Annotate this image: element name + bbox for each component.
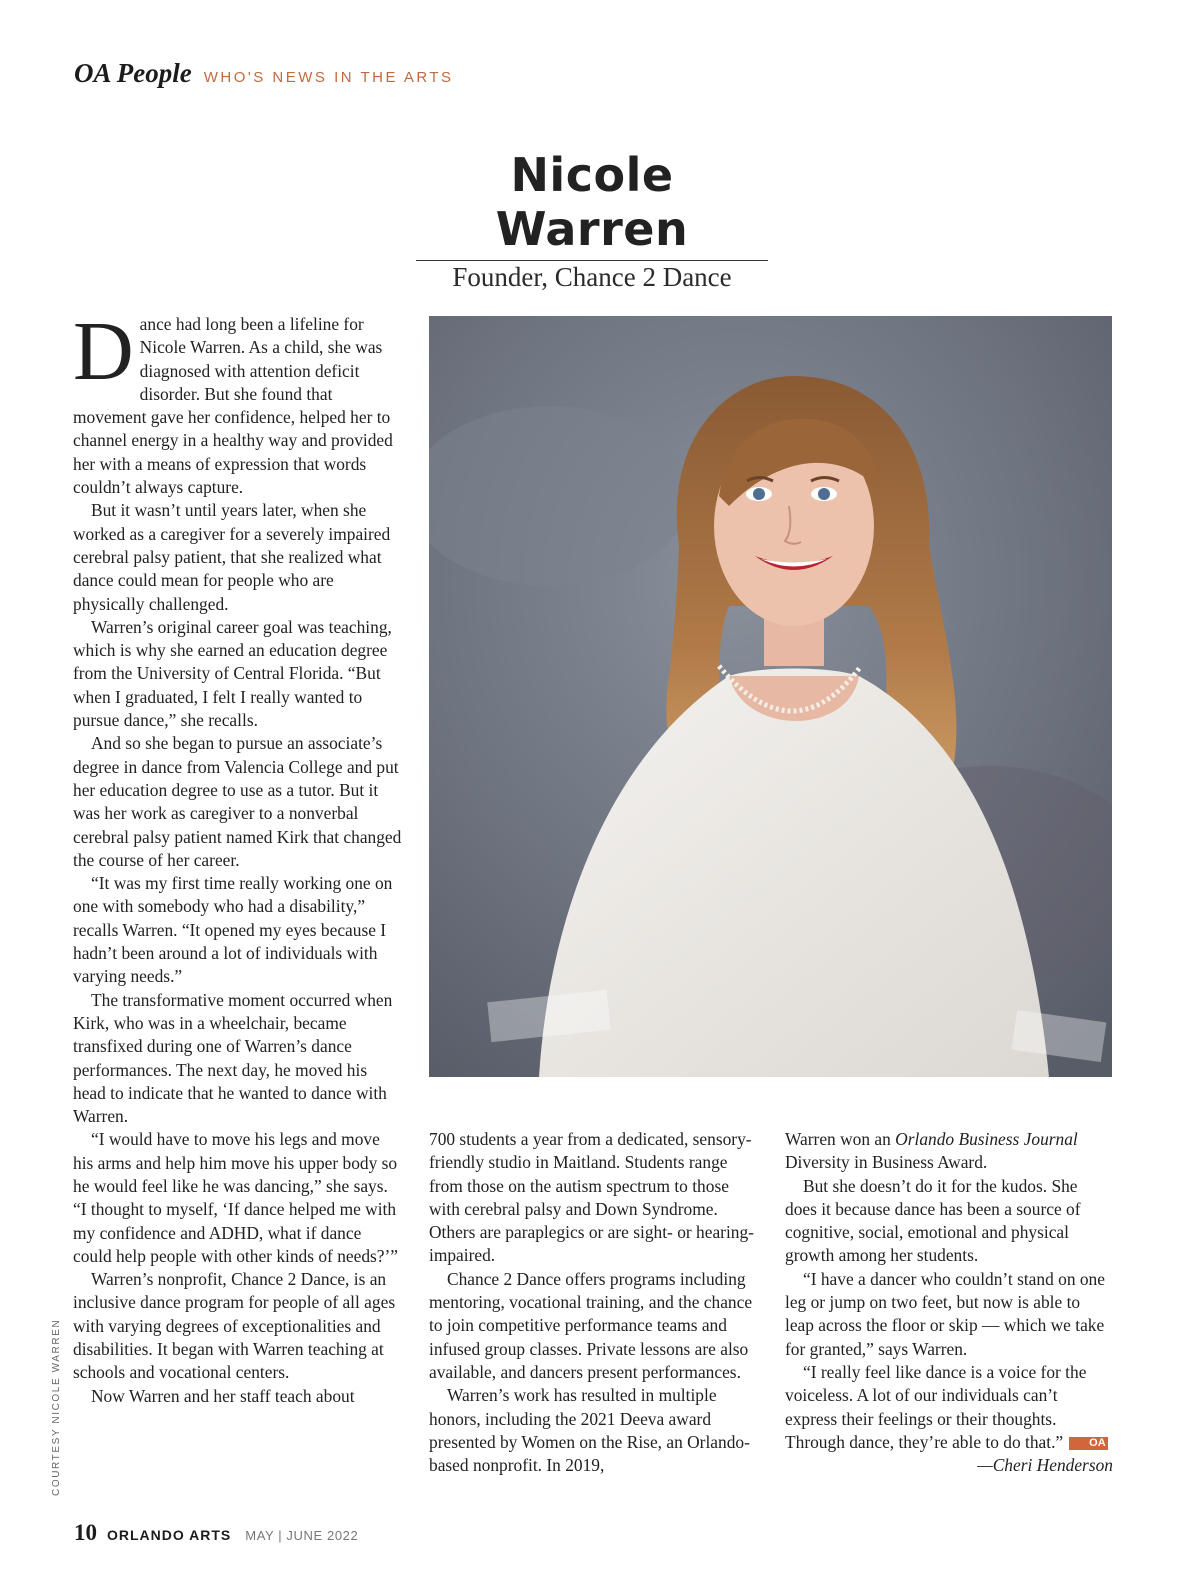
issue-date: MAY | JUNE 2022: [245, 1528, 359, 1543]
paragraph: The transformative moment occurred when Kirk, who was in a wheelchair, became transfixed during one of Warren’s dance performances. The next day, he moved his head to indicate that he wanted to dance with Warren.: [73, 989, 393, 1127]
paragraph: But it wasn’t until years later, when she worked as a caregiver for a severely impaired cerebral palsy patient, that she realized what dance could mean for people who are physically challenged.: [73, 500, 391, 614]
drop-cap: D: [73, 305, 134, 398]
article-column-3: [785, 1128, 1113, 1477]
paragraph: “It was my first time really working one on one with somebody who had a disability,” recalls Warren. “It opened my eyes because I hadn’t been around a lot of individuals with varying needs.”: [73, 873, 393, 987]
section-name: OA People: [74, 58, 192, 88]
paragraph: 700 students a year from a dedicated, sensory-friendly studio in Maitland. Students range from those on the autism spectrum to those with cerebral palsy and Down Syndrome. Others are paraplegics or are sight- or hearing-impaired.: [429, 1129, 754, 1266]
byline: —Cheri Henderson: [977, 1455, 1113, 1476]
paragraph: And so she began to pursue an associate’s degree in dance from Valencia College and put her education degree to use as a tutor. But it was her work as caregiver to a nonverbal cerebral palsy patient named Kirk that changed the course of her career.: [73, 733, 402, 870]
lead-paragraph: Dance had long been a lifeline for Nicole Warren. As a child, she was diagnosed with attention deficit disorder. But she found that movement gave her confidence, helped her to channel energy in a healthy way and provided her with a means of expression that words couldn’t always capture.: [73, 305, 393, 498]
paragraph: Chance 2 Dance offers programs including mentoring, vocational training, and the chance to join competitive performance teams and infused group classes. Private lessons are also available, and dancers present performances.: [429, 1268, 753, 1382]
page-number: 10: [74, 1520, 97, 1545]
paragraph: Now Warren and her staff teach about: [91, 1385, 355, 1406]
paragraph: Warren’s work has resulted in multiple honors, including the 2021 Deeva award presented by Women on the Rise, an Orlando-based nonprofit. In 2019,: [429, 1385, 750, 1476]
paragraph: Warren’s nonprofit, Chance 2 Dance, is an inclusive dance program for people of all ages with varying degrees of exceptionalities and disabilities. It began with Warren teaching at schools and vocational centers.: [73, 1269, 396, 1383]
article-column-2: [429, 1128, 759, 1477]
portrait-photo: [429, 316, 1112, 1077]
section-header: [74, 58, 454, 89]
paragraph: But she doesn’t do it for the kudos. She does it because dance has been a source of cognitive, social, emotional and physical growth among her students.: [785, 1175, 1081, 1266]
section-subtitle: WHO'S NEWS IN THE ARTS: [203, 69, 454, 86]
oa-end-badge: OA: [1069, 1437, 1108, 1450]
portrait-illustration: [429, 316, 1112, 1077]
paragraph: Warren’s original career goal was teaching, which is why she earned an education degree from the University of Central Florida. “But when I graduated, I felt I really wanted to pursue dance,” she recalls.: [73, 616, 392, 731]
article-column-1: [73, 305, 403, 1408]
photo-credit: COURTESY NICOLE WARREN: [51, 1318, 62, 1496]
publication-name: Orlando Business Journal: [895, 1129, 1078, 1149]
paragraph: Warren won an Orlando Business Journal Diversity in Business Award.: [785, 1129, 1078, 1173]
magazine-name: ORLANDO ARTS: [107, 1527, 232, 1543]
paragraph: “I have a dancer who couldn’t stand on one leg or jump on two feet, but now is able to leap across the floor or skip — which we take for granted,” says Warren.: [785, 1268, 1105, 1359]
profile-title-block: [416, 148, 768, 293]
title-divider: [416, 260, 768, 261]
closing-paragraph: “I really feel like dance is a voice for the voiceless. A lot of our individuals can’t express their feelings or their thoughts. Through dance, they’re able to do that.” OA: [785, 1361, 1106, 1452]
page-footer: [74, 1520, 358, 1546]
paragraph: “I would have to move his legs and move his arms and help him move his upper body so he would feel like he was dancing,” she says. “I thought to myself, ‘If dance helped me with my confidence and ADHD, what if dance could help people with other kinds of needs?’”: [73, 1129, 399, 1266]
profile-role: Founder, Chance 2 Dance: [452, 262, 732, 292]
profile-name: Nicole Warren: [495, 148, 689, 256]
